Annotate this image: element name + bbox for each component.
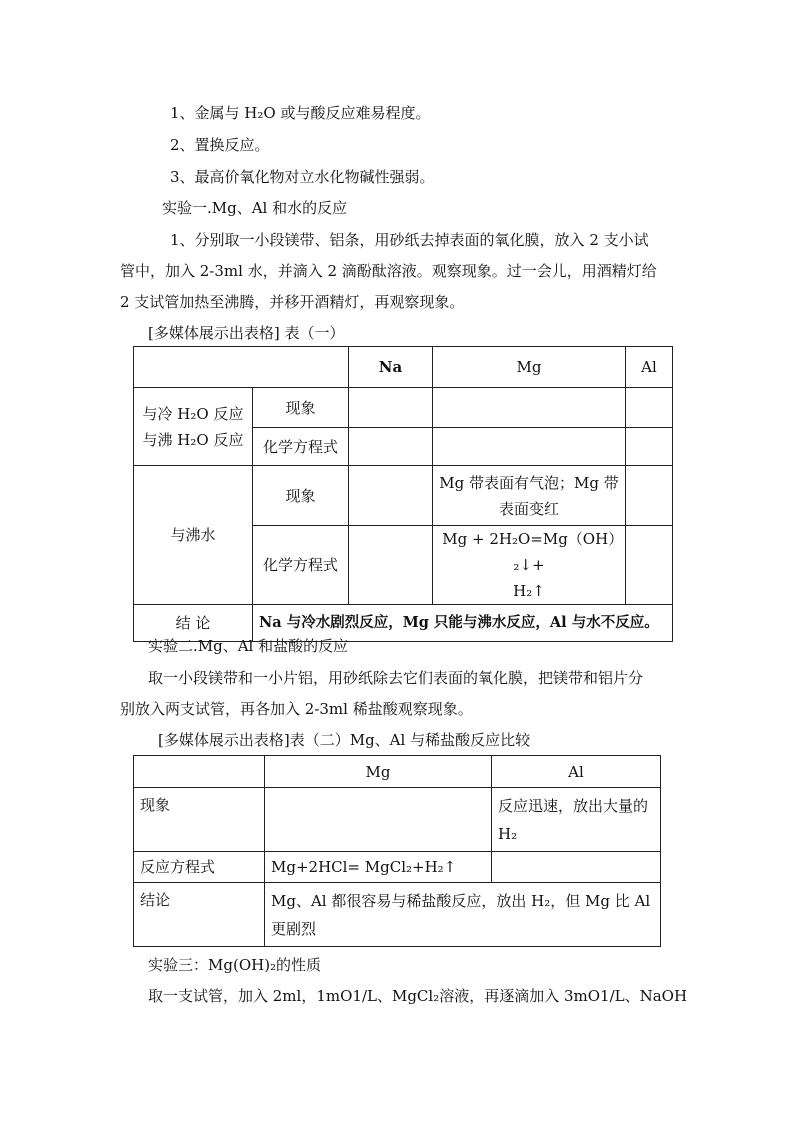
table-1-row-label-boiling: 与沸水	[134, 466, 253, 605]
experiment-2-title: 实验二.Mg、Al 和盐酸的反应	[148, 637, 349, 655]
table-2-conclusion	[265, 883, 661, 947]
table-2-header-mg: Mg	[265, 756, 492, 788]
table-2-row-phenomenon	[134, 788, 661, 852]
table-1-cell	[433, 388, 626, 428]
experiment-2-step-line-1: 取一小段镁带和一小片铝，用砂纸除去它们表面的氧化膜，把镁带和铝片分	[148, 669, 644, 687]
table-1-conclusion-text: Na 与冷水剧烈反应，Mg 只能与沸水反应，Al 与水不反应。	[253, 605, 673, 642]
table-2-equation-label: 反应方程式	[134, 852, 265, 883]
table-2-conclusion-line-1: Mg、Al 都很容易与稀盐酸反应，放出 H₂，但 Mg 比 Al	[271, 892, 651, 910]
table-1-cell	[433, 428, 626, 466]
table-2-phenomenon-label: 现象	[134, 788, 265, 852]
table-2-al-phenomenon	[492, 788, 661, 852]
cold-water-label: 与冷 H₂O 反应	[142, 404, 244, 423]
boiling-water-label: 与沸 H₂O 反应	[142, 430, 244, 449]
experiment-2-step-line-2: 别放入两支试管，再各加入 2-3ml 稀盐酸观察现象。	[120, 700, 473, 718]
table-1-equation-label: 化学方程式	[253, 526, 349, 605]
table-2-mg-equation: Mg+2HCl= MgCl₂+H₂↑	[265, 852, 492, 883]
mg-boil-phenomenon-line-1: Mg 带表面有气泡；Mg 带	[439, 473, 619, 492]
al-phenomenon-line-2: H₂	[498, 825, 518, 843]
experiment-1-step-line-1: 1、分别取一小段镁带、铝条，用砂纸去掉表面的氧化膜，放入 2 支小试	[170, 231, 649, 249]
mg-boil-equation-line-1: Mg + 2H₂O=Mg（OH）₂↓+	[442, 530, 616, 574]
table-1-conclusion-label: 结 论	[134, 605, 253, 642]
table-1-header-na: Na	[349, 347, 433, 388]
table-2-row-equation	[134, 852, 661, 883]
table-2-row-conclusion	[134, 883, 661, 947]
table-1-equation-label: 化学方程式	[253, 428, 349, 466]
table-1-cell	[626, 388, 673, 428]
mg-boil-equation-line-2: H₂↑	[513, 582, 545, 600]
table-2-conclusion-label: 结论	[134, 883, 265, 947]
table-1-row-cold-phenomenon	[134, 388, 673, 428]
table-2-header-row	[134, 756, 661, 788]
experiment-3-step-line-1: 取一支试管，加入 2ml，1mO1/L、MgCl₂溶液，再逐滴加入 3mO1/L、NaOH	[148, 987, 688, 1005]
table-2-header-al: Al	[492, 756, 661, 788]
experiment-3-title: 实验三：Mg(OH)₂的性质	[148, 956, 322, 974]
table-2-caption: [多媒体展示出表格]表（二）Mg、Al 与稀盐酸反应比较	[158, 731, 531, 749]
table-1-cell	[626, 428, 673, 466]
point-1: 1、金属与 H₂O 或与酸反应难易程度。	[170, 104, 431, 122]
experiment-1-step-line-3: 2 支试管加热至沸腾，并移开酒精灯，再观察现象。	[120, 293, 465, 311]
mg-boil-phenomenon-line-2: 表面变红	[498, 499, 559, 518]
table-1-caption: [多媒体展示出表格] 表（一）	[148, 324, 345, 342]
al-phenomenon-line-1: 反应迅速，放出大量的	[498, 797, 649, 815]
table-1-cell	[349, 526, 433, 605]
table-1-phenomenon-label: 现象	[253, 388, 349, 428]
table-2-corner-cell	[134, 756, 265, 788]
table-1-cell	[626, 526, 673, 605]
table-1-phenomenon-label: 现象	[253, 466, 349, 526]
experiment-1-step-line-2: 管中，加入 2-3ml 水，并滴入 2 滴酚酞溶液。观察现象。过一会儿，用酒精灯给	[120, 262, 657, 280]
table-1-cell	[626, 466, 673, 526]
point-3: 3、最高价氧化物对立水化物碱性强弱。	[170, 168, 435, 186]
table-1-cell	[349, 388, 433, 428]
table-2	[133, 755, 661, 947]
table-1-corner-cell	[134, 347, 349, 388]
point-2: 2、置换反应。	[170, 136, 270, 154]
experiment-1-title: 实验一.Mg、Al 和水的反应	[162, 199, 348, 217]
table-1-mg-boil-phenomenon	[433, 466, 626, 526]
table-1-row-boil-phenomenon	[134, 466, 673, 526]
table-1-header-al: Al	[626, 347, 673, 388]
table-1-cell	[349, 466, 433, 526]
table-1-row-label-cold-water	[134, 388, 253, 466]
table-1-header-row	[134, 347, 673, 388]
table-2-cell	[492, 852, 661, 883]
table-1-cell	[349, 428, 433, 466]
table-2-conclusion-line-2: 更剧烈	[271, 920, 317, 938]
table-1-mg-boil-equation	[433, 526, 626, 605]
table-1	[133, 346, 673, 642]
table-2-cell	[265, 788, 492, 852]
table-1-header-mg: Mg	[433, 347, 626, 388]
